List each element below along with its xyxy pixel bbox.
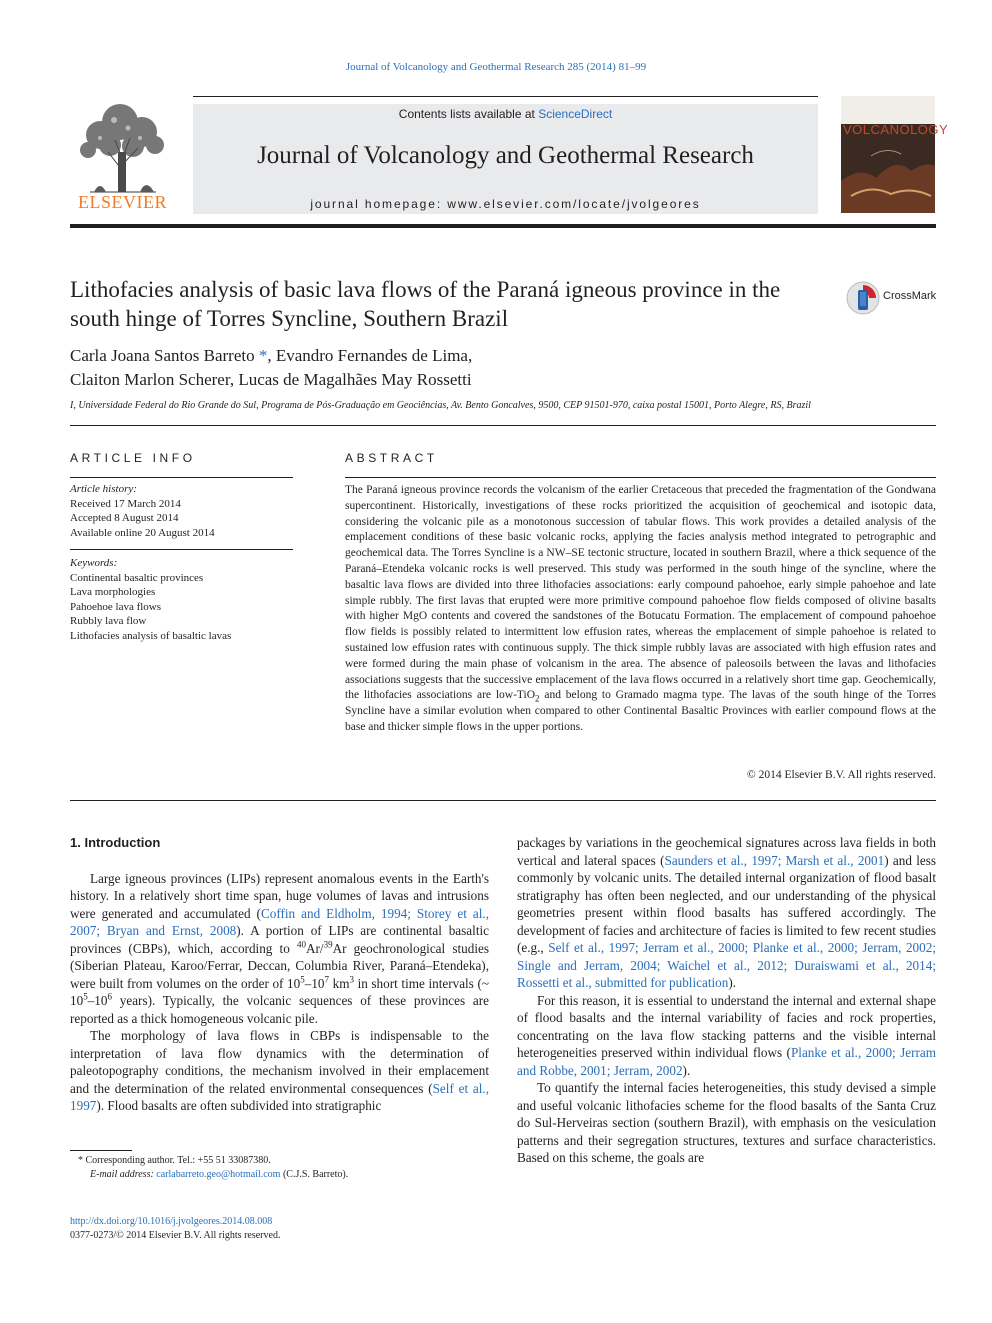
body-column-left	[70, 834, 489, 1115]
abstract-bottom-rule	[70, 800, 936, 801]
homepage-url[interactable]: www.elsevier.com/locate/jvolgeores	[447, 197, 701, 211]
received-date: Received 17 March 2014	[70, 497, 181, 510]
abstract-part-2: and belong to Gramado magma type. The lavas of the south hinge of the Torres Syncline have a similar evolution when compared to other Continental Basaltic Provinces with earlier compound flows at the base and thicker simple flows in the upper portions.	[345, 689, 936, 733]
reference-link[interactable]: Planke et al., 2000; Jerram and Robbe, 2001; Jerram, 2002	[517, 1045, 936, 1078]
sciencedirect-link[interactable]: ScienceDirect	[538, 107, 613, 121]
article-info-rule	[70, 477, 293, 478]
journal-title: Journal of Volcanology and Geothermal Research	[257, 142, 754, 169]
keyword-item: Lava morphologies	[70, 586, 156, 598]
elsevier-wordmark: ELSEVIER	[78, 192, 167, 212]
email-label: E-mail address:	[90, 1169, 157, 1180]
authors-line-1	[70, 344, 830, 368]
crossmark-badge[interactable]	[845, 280, 940, 316]
keyword-item: Pahoehoe lava flows	[70, 600, 162, 613]
paragraph: packages by variations in the geochemical signatures across lava fields in both vertical and lateral spaces (Saunders et al., 1997; Marsh et al., 2001) and less commonly by volcanic units. The detailed internal organization of flood basalt stratigraphy has often been neglected, and our understanding of the physical geometries present within flood basalts has suffered accordingly. The development of facies and architecture of facies is limited to few recent studies (e.g., Self et al., 1997; Jerram et al., 2000; Planke et al., 2000; Jerram, 2002; Single and Jerram, 2004; Waichel et al., 2012; Duraiswami et al., 2014; Rossetti et al., submitted for publication).	[517, 835, 936, 990]
contents-line	[193, 107, 818, 121]
cover-lava-artwork	[841, 96, 935, 213]
history-label: Article history:	[70, 483, 137, 495]
paragraph: The morphology of lava flows in CBPs is indispensable to the interpretation of lava flow dynamics with the determination of paleotopography conditions, the mechanism involved in their emplacement and the determination of the related environmental consequences (Self et al., 1997). Flood basalts are often subdivided into stratigraphic	[70, 1028, 490, 1113]
header-top-rule	[193, 96, 818, 97]
crossmark-icon	[845, 280, 881, 316]
abstract-text	[345, 483, 936, 736]
contents-prefix: Contents lists available at	[398, 107, 539, 121]
abstract-rule	[345, 477, 936, 478]
online-date: Available online 20 August 2014	[70, 526, 215, 539]
paragraph: For this reason, it is essential to understand the internal and external shape of flood basalts and the internal variability of facies and rock properties, concentrating on the lava flow stacking patterns and the visible internal heterogeneities preserved within individual flows (Planke et al., 2000; Jerram and Robbe, 2001; Jerram, 2002).	[517, 992, 936, 1078]
elsevier-tree-icon	[70, 100, 175, 195]
corresponding-author-star[interactable]: *	[258, 346, 268, 365]
footnote-rule	[70, 1150, 132, 1151]
journal-citation[interactable]: Journal of Volcanology and Geothermal Research 285 (2014) 81–99	[345, 61, 647, 73]
keyword-item: Rubbly lava flow	[70, 615, 147, 627]
abstract-part-1: The Paraná igneous province records the volcanism of the earlier Cretaceous that preceded the fragmentation of the Gondwana supercontinent. Historically, investigations of these rocks prioritized the acquisition of geochemical and isotopic data, considering the volcanic pile as a monotonous succession of tabular flows. This work provides a detailed analysis of the emplacement conditions of these basic volcanic rocks, applying the facies analysis method integrated to petrographic and geochemical data. The Torres Syncline is a NW–SE tectonic structure, located in southern Brazil, where a thick sequence of the Paraná–Etendeka volcanic rocks is well preserved. This study was performed in the south hinge of the syncline, where the basaltic lava flows are divided into three lithofacies associations: early compound pahoehoe, early simple pahoehoe and late simple rubbly. The first lavas that erupted were more primitive compound pahoehoe flow fields composed of olivine basalts with higher MgO contents and covered the sandstones of the Botucatu Formation. The emplacement of compound pahoehoe flow fields is possibly related to intermittent low effusion rates, whereas the emplacement of simple pahoehoe is related to sustained low effusion rates with continuous supply. The thick simple rubbly lavas are associated with high effusion rates and were formed during the main phase of volcanism in the area. The absence of paleosoils between the lavas and lithofacies associations suggests that the successive emplacement of the lava flows occurred in a relatively short time gap. Geochemically, the lithofacies associations are low-TiO	[345, 484, 936, 702]
reference-link[interactable]: Self et al., 1997	[70, 1080, 490, 1113]
reference-link[interactable]: Saunders et al., 1997; Marsh et al., 2001	[664, 852, 885, 868]
abstract-subscript: 2	[535, 693, 540, 704]
author-barreto: Carla Joana Santos Barreto	[70, 346, 259, 365]
keyword-item: Lithofacies analysis of basaltic lavas	[70, 629, 232, 642]
introduction-heading: 1. Introduction	[70, 835, 161, 850]
journal-cover-image	[841, 96, 949, 213]
doi-link[interactable]: http://dx.doi.org/10.1016/j.jvolgeores.2014.08.008	[70, 1216, 273, 1227]
cover-title: VOLCANOLOGY	[843, 122, 949, 137]
journal-header	[193, 104, 818, 214]
author-lima: , Evandro Fernandes de Lima,	[267, 346, 473, 365]
keywords-block	[70, 556, 293, 643]
doi-block	[70, 1215, 489, 1243]
corresponding-author-footnote	[70, 1154, 489, 1182]
footnote-phone: Corresponding author. Tel.: +55 51 33087380.	[83, 1155, 271, 1166]
email-link[interactable]: carlabarreto.geo@hotmail.com	[156, 1169, 281, 1180]
article-title: Lithofacies analysis of basic lava flows of the Paraná igneous province in the south hinge of Torres Syncline, Southern Brazil	[70, 277, 781, 331]
abstract-copyright: © 2014 Elsevier B.V. All rights reserved.	[747, 769, 936, 781]
body-column-right	[517, 834, 936, 1167]
journal-homepage	[193, 197, 818, 211]
reference-link[interactable]: Coffin and Eldholm, 1994; Storey et al., 2007; Bryan and Ernst, 2008	[70, 905, 489, 938]
accepted-date: Accepted 8 August 2014	[70, 512, 179, 524]
keywords-rule	[70, 549, 293, 550]
article-history	[70, 482, 293, 540]
abstract-heading: ABSTRACT	[345, 451, 438, 465]
header-thick-rule	[70, 224, 936, 228]
article-info-heading: ARTICLE INFO	[70, 451, 196, 465]
elsevier-logo	[70, 100, 175, 215]
affiliation: I, Universidade Federal do Rio Grande do Sul, Programa de Pós-Graduação em Geociências, Av. Bento Goncalves, 9500, CEP 91501-970, caixa postal 15001, Porto Alegre, RS, Brazil	[70, 400, 811, 411]
paragraph: To quantify the internal facies heterogeneities, this study devised a simple and useful volcanic lithofacies scheme for the flood basalts of the Santa Cruz do Sul-Herveiras section (southern Brazil), with emphasis on the vesiculation patterns and their segregation structures, textures and surface characteristics. Based on this scheme, the goals are	[517, 1080, 936, 1165]
email-suffix: (C.J.S. Barreto).	[280, 1169, 349, 1180]
keywords-label: Keywords:	[70, 557, 118, 569]
reference-link[interactable]: Self et al., 1997; Jerram et al., 2000; Planke et al., 2000; Jerram, 2002; Single and Jerram, 2004; Waichel et al., 2012; Duraiswami et al., 2014; Rossetti et al., submitted for publication	[517, 940, 936, 990]
author-list	[70, 344, 830, 392]
affiliation-rule	[70, 425, 936, 426]
keyword-item: Continental basaltic provinces	[70, 571, 204, 584]
homepage-prefix: journal homepage:	[310, 197, 448, 211]
authors-line-2: Claiton Marlon Scherer, Lucas de Magalhães May Rossetti	[70, 370, 472, 389]
footnote-star: *	[78, 1155, 83, 1166]
issn-line: 0377-0273/© 2014 Elsevier B.V. All rights reserved.	[70, 1230, 281, 1241]
paragraph: Large igneous provinces (LIPs) represent anomalous events in the Earth's history. In a relatively short time span, huge volumes of lavas and intrusions were generated and accumulated (Coffin and Eldholm, 1994; Storey et al., 2007; Bryan and Ernst, 2008). A portion of LIPs are continental basaltic provinces (CBPs), which, according to $^{40}$Ar/$^{39}$Ar geochronological studies (Siberian Plateau, Karoo/Ferrar, Deccan, Columbia River, Paraná–Etendeka), were built from volumes on the order of $10^5-10^7$ $km^3$ in short time intervals (~ $10^5-10^6$ years). Typically, the volcanic sequences of these provinces are reported as a thick homogeneous volcanic pile.	[70, 870, 489, 1026]
crossmark-label: CrossMark	[883, 290, 937, 302]
